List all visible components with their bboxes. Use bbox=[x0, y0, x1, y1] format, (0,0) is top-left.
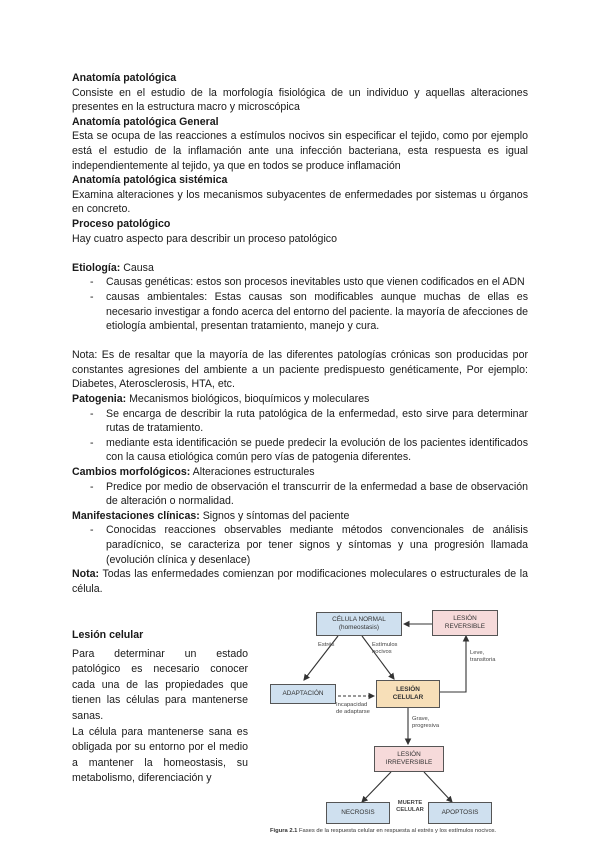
manif-value: Signos y síntomas del paciente bbox=[199, 509, 350, 522]
box-necrosis bbox=[326, 802, 390, 824]
box-adaptacion bbox=[270, 684, 336, 704]
label-estimulos bbox=[372, 642, 397, 655]
box-apoptosis-label: APOPTOSIS bbox=[441, 809, 479, 817]
arrow-apoptosis bbox=[424, 772, 452, 802]
box-lesion-celular-l1: LESIÓN bbox=[396, 686, 420, 694]
label-leve bbox=[470, 650, 495, 663]
heading-proceso: Proceso patológico bbox=[72, 217, 171, 230]
document-body bbox=[72, 71, 528, 596]
patogenia-label: Patogenia: bbox=[72, 393, 127, 406]
label-estimulos-l2: nocivos bbox=[372, 648, 392, 655]
box-lesion-celular-l2: CELULAR bbox=[392, 694, 424, 701]
paragraph-anatomia: Consiste en el estudio de la morfología fisiológica de un individuo y aquellas alteraciones presentes en la estructura macro y microscópica bbox=[72, 86, 528, 114]
label-muerte-l1: MUERTE bbox=[397, 800, 423, 806]
cambios-list bbox=[72, 480, 528, 509]
cambios-value: Alteraciones estructurales bbox=[190, 466, 315, 479]
nota-2-text: Todas las enfermedades comienzan por modificaciones moleculares o estructurales de la célula. bbox=[72, 568, 528, 595]
etiologia-line bbox=[72, 261, 528, 276]
label-estres: Estrés bbox=[318, 642, 335, 648]
label-leve-l1: Leve, bbox=[470, 650, 485, 656]
etiologia-label: Etiología: bbox=[72, 261, 121, 274]
list-item: - Conocidas reacciones observables mediante métodos convencionales de análisis paradícnico, se caracteriza por tener signos y síntomas y una progresión llamada (evolución clínica y desenlace) bbox=[72, 523, 528, 567]
box-lesion-reversible-l1: LESIÓN bbox=[453, 615, 477, 623]
label-incap-l2: de adaptarse bbox=[336, 708, 370, 715]
label-leve-l2: transitoria bbox=[470, 656, 496, 663]
box-lesion-irreversible-l1: LESIÓN bbox=[397, 751, 421, 759]
label-grave-l2: progresiva bbox=[412, 722, 440, 729]
label-muerte-celular bbox=[394, 800, 426, 813]
cell-injury-diagram bbox=[266, 606, 534, 848]
box-lesion-reversible-l2: REVERSIBLE bbox=[444, 623, 486, 630]
box-apoptosis bbox=[428, 802, 492, 824]
paragraph-lesion-1: Para determinar un estado patológico es necesario conocer cada una de las propiedades que tienen las células para mantenerse sanas. bbox=[72, 647, 248, 722]
box-lesion-reversible bbox=[432, 610, 498, 636]
heading-sistemica: Anatomía patológica sistémica bbox=[72, 174, 228, 187]
diagram-arrows bbox=[266, 606, 534, 828]
cambios-label: Cambios morfológicos: bbox=[72, 466, 191, 479]
box-celula-normal-label: CÉLULA NORMAL bbox=[332, 616, 386, 624]
heading-anatomia: Anatomía patológica bbox=[72, 72, 177, 84]
box-lesion-irreversible bbox=[374, 746, 444, 772]
patogenia-line bbox=[72, 392, 528, 407]
etiologia-list bbox=[72, 275, 528, 333]
manif-line bbox=[72, 509, 528, 524]
label-muerte-l2: CELULAR bbox=[396, 806, 424, 813]
figure-caption bbox=[270, 828, 534, 835]
box-celula-normal bbox=[316, 612, 402, 636]
label-grave-l1: Grave, bbox=[412, 716, 430, 722]
arrow-necrosis bbox=[362, 772, 391, 802]
list-item: - Predice por medio de observación el transcurrir de la enfermedad a base de observación de alteración o normalidad. bbox=[72, 480, 528, 509]
etiologia-value: Causa bbox=[120, 261, 154, 274]
caption-text: Fases de la respuesta celular en respuesta al estrés y los estímulos nocivos. bbox=[297, 828, 497, 834]
box-lesion-irreversible-l2: IRREVERSIBLE bbox=[385, 759, 433, 766]
label-grave bbox=[412, 716, 439, 729]
patogenia-list bbox=[72, 407, 528, 465]
manif-label: Manifestaciones clínicas: bbox=[72, 509, 200, 522]
label-incap-l1: Incapacidad bbox=[336, 702, 368, 708]
patogenia-value: Mecanismos biológicos, bioquímicos y moleculares bbox=[126, 393, 370, 406]
box-celula-normal-sub: (homeostasis) bbox=[338, 624, 380, 631]
cambios-line bbox=[72, 465, 528, 480]
list-item: - Causas genéticas: estos son procesos inevitables usto que vienen codificados en el ADN bbox=[72, 275, 528, 290]
label-incapacidad bbox=[336, 702, 370, 715]
nota-2 bbox=[72, 567, 528, 596]
arrow-leve bbox=[440, 636, 466, 692]
paragraph-sistemica: Examina alteraciones y los mecanismos subyacentes de enfermedades por sistemas u órganos en concreto. bbox=[72, 188, 528, 216]
paragraph-lesion-2: La célula para mantenerse sana es obligada por su entorno por el medio a mantener la homeostasis, su metabolismo, diferenciación y bbox=[72, 725, 248, 785]
label-estimulos-l1: Estímulos bbox=[372, 642, 398, 648]
heading-lesion: Lesión celular bbox=[72, 629, 144, 641]
heading-general: Anatomía patológica General bbox=[72, 115, 219, 128]
nota-2-label: Nota: bbox=[72, 568, 100, 581]
box-adaptacion-label: ADAPTACIÓN bbox=[282, 690, 324, 698]
lesion-celular-section bbox=[72, 628, 248, 787]
box-necrosis-label: NECROSIS bbox=[341, 809, 375, 817]
list-item: - Se encarga de describir la ruta patológica de la enfermedad, esto sirve para determinar rutas de tratamiento. bbox=[72, 407, 528, 436]
list-item: - mediante esta identificación se puede predecir la evolución de los pacientes identificados con la causa etiológica común pero vías de patogenia diferentes. bbox=[72, 436, 528, 465]
nota-1: Nota: Es de resaltar que la mayoría de las diferentes patologías crónicas son producidas por constantes agresiones del ambiente a un paciente predispuesto genéticamente, Por ejemplo: Diabetes, Aterosclerosis, HTA, etc. bbox=[72, 349, 528, 391]
box-lesion-celular bbox=[376, 680, 440, 708]
paragraph-general: Esta se ocupa de las reacciones a estímulos nocivos sin especificar el tejido, como por ejemplo está el estudio de la inflamación ante una infección bacteriana, esta respuesta es igual independientemente al tejido, ya que en todos se produce inflamación bbox=[72, 130, 528, 172]
paragraph-proceso: Hay cuatro aspecto para describir un proceso patológico bbox=[72, 232, 337, 245]
caption-label: Figura 2.1 bbox=[270, 828, 298, 834]
list-item: - causas ambientales: Estas causas son modificables aunque muchas de ellas es necesario investigar a fondo acerca del entorno del paciente. la mayoría de afecciones de etiología ambiental, presentan tratamiento, manejo y cura. bbox=[72, 290, 528, 334]
manif-list bbox=[72, 523, 528, 567]
